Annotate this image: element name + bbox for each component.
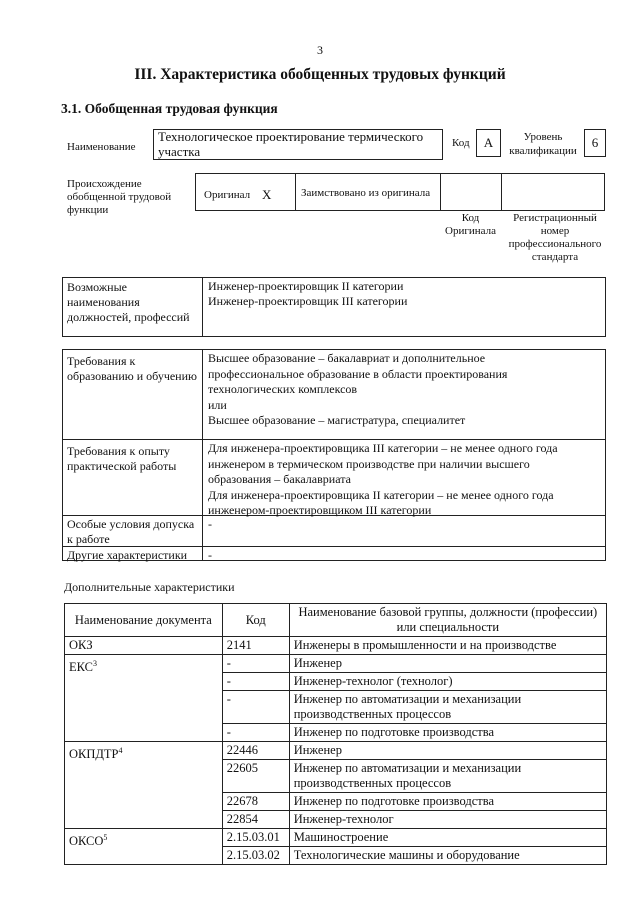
experience-value: Для инженера-проектировщика III категории – не менее одного года инженером в термическом производстве при наличии высшего образования – бакалавриата Для инженера-проектировщика II категории – не менее одного года инженером-проектировщиком III категории <box>208 441 558 517</box>
borrowed-label: Заимствовано из оригинала <box>301 187 431 199</box>
code-value: A <box>483 135 494 150</box>
code-cell: - <box>222 673 289 691</box>
code-label: Код <box>452 137 470 149</box>
footnote-mark: 4 <box>118 746 123 755</box>
header-code: Код <box>222 604 289 637</box>
reg-number-caption: Регистрационный номер профессионального стандарта <box>508 212 602 263</box>
footnote-mark: 3 <box>93 659 97 668</box>
other-characteristics-label: Другие характеристики <box>67 548 188 562</box>
code-cell: 22446 <box>222 742 289 760</box>
code-cell: 2141 <box>222 637 289 655</box>
doc-name: ОКСО <box>69 834 104 849</box>
special-conditions-label: Особые условия допуска к работе <box>67 517 195 546</box>
table-row <box>65 742 607 760</box>
name-cell: Инженер по подготовке производства <box>289 724 606 742</box>
code-original-caption: Код Оригинала <box>445 212 496 237</box>
header-doc: Наименование документа <box>65 604 223 637</box>
doc-name: ЕКС <box>69 660 93 675</box>
positions-label: Возможные наименования должностей, профессий <box>67 280 190 324</box>
code-cell: 22678 <box>222 793 289 811</box>
page-number: 3 <box>317 43 323 57</box>
header-name: Наименование базовой группы, должности (профессии) или специальности <box>289 604 606 637</box>
subsection-title: 3.1. Обобщенная трудовая функция <box>61 101 278 116</box>
name-cell: Инженер по подготовке производства <box>289 793 606 811</box>
name-cell: Инженер <box>289 655 606 673</box>
education-value: Высшее образование – бакалавриат и дополнительное профессиональное образование в области проектирования технологических комплексов или Высшее образование – магистратура, специалитет <box>208 351 508 427</box>
name-value: Технологическое проектирование термического участка <box>158 129 424 159</box>
name-cell: Машиностроение <box>289 829 606 847</box>
additional-table <box>64 603 607 865</box>
table-row <box>65 655 607 673</box>
divider <box>62 439 606 440</box>
table-header-row <box>65 604 607 637</box>
divider <box>202 349 203 561</box>
table-row <box>65 829 607 847</box>
doc-name: ОКЗ <box>69 638 93 652</box>
level-label: Уровень квалификации <box>509 131 577 157</box>
origin-label: Происхождение обобщенной трудовой функции <box>67 178 172 216</box>
level-value: 6 <box>591 135 599 150</box>
code-cell: - <box>222 724 289 742</box>
doc-name: ОКПДТР <box>69 747 119 762</box>
section-title: III. Характеристика обобщенных трудовых функций <box>134 66 506 83</box>
doc-cell <box>65 637 223 655</box>
name-label: Наименование <box>67 141 136 153</box>
experience-label: Требования к опыту практической работы <box>67 444 177 473</box>
education-label: Требования к образованию и обучению <box>67 354 197 383</box>
name-cell: Инженер по автоматизации и механизации производственных процессов <box>289 691 606 724</box>
divider <box>501 173 502 211</box>
table-row <box>65 637 607 655</box>
name-cell: Инженеры в промышленности и на производстве <box>289 637 606 655</box>
additional-title: Дополнительные характеристики <box>64 580 235 594</box>
code-cell: 2.15.03.01 <box>222 829 289 847</box>
doc-cell <box>65 829 223 865</box>
name-cell: Инженер-технолог <box>289 811 606 829</box>
code-cell: 22605 <box>222 760 289 793</box>
doc-cell <box>65 742 223 829</box>
code-cell: 22854 <box>222 811 289 829</box>
divider <box>440 173 441 211</box>
name-cell: Технологические машины и оборудование <box>289 847 606 865</box>
code-cell: - <box>222 655 289 673</box>
divider <box>295 173 296 211</box>
name-cell: Инженер по автоматизации и механизации производственных процессов <box>289 760 606 793</box>
doc-cell <box>65 655 223 742</box>
code-cell: 2.15.03.02 <box>222 847 289 865</box>
special-conditions-value: - <box>208 517 212 531</box>
footnote-mark: 5 <box>103 833 108 842</box>
other-characteristics-value: - <box>208 548 212 562</box>
name-cell: Инженер-технолог (технолог) <box>289 673 606 691</box>
original-mark: X <box>262 187 272 202</box>
original-label: Оригинал <box>204 189 251 201</box>
positions-value: Инженер-проектировщик II категории Инженер-проектировщик III категории <box>208 279 408 308</box>
divider <box>202 277 203 337</box>
name-cell: Инженер <box>289 742 606 760</box>
code-cell: - <box>222 691 289 724</box>
